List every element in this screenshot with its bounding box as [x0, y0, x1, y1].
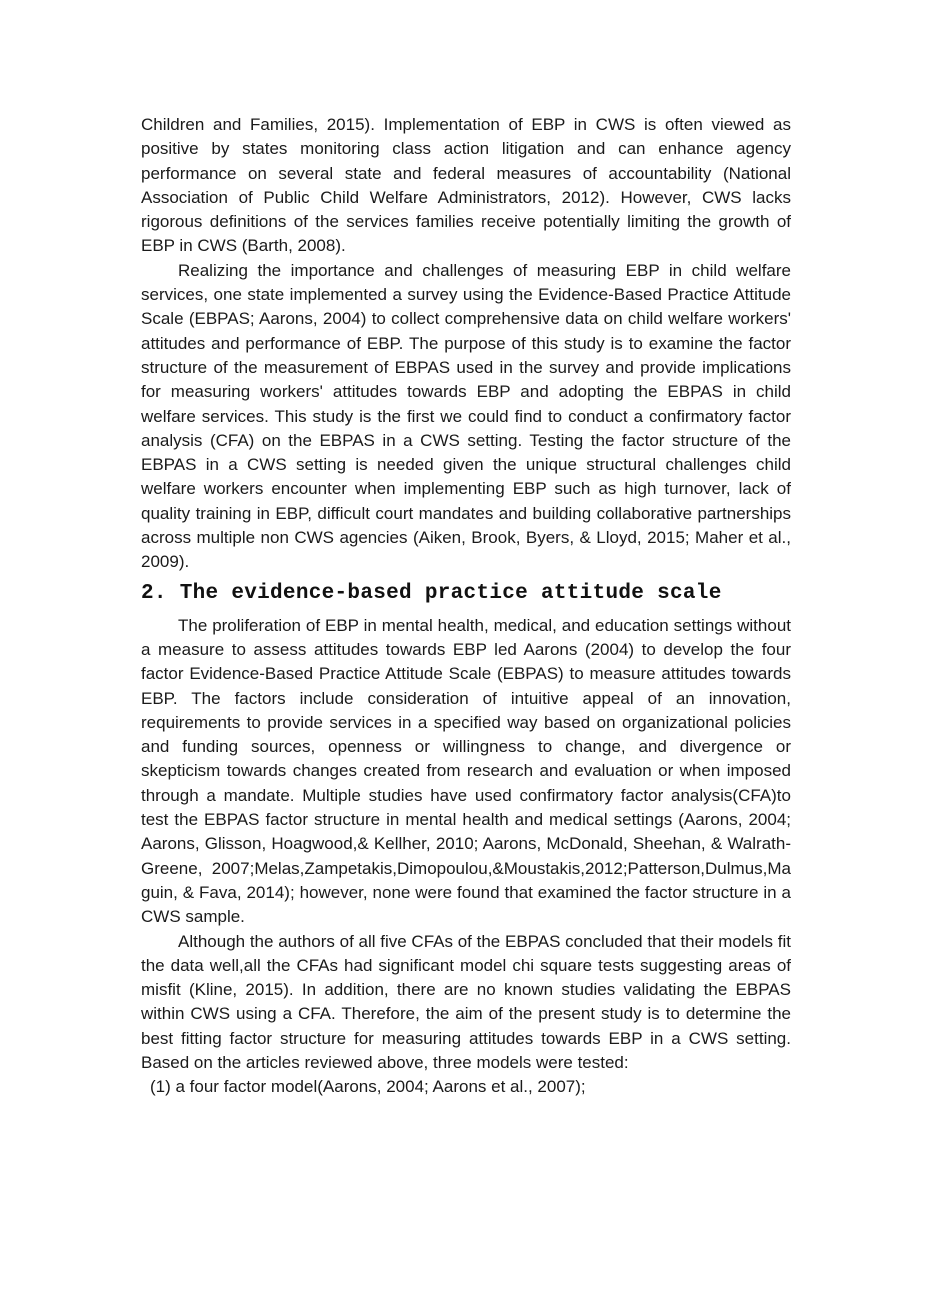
paragraph-study-aim: Although the authors of all five CFAs of the EBPAS concluded that their models fit the data well,all the CFAs had significant model chi square tests suggesting areas of misfit (Kline, 2015). In addition, there are no known studies validating the EBPAS within CWS using a CFA. Therefore, the aim of the present study is to determine the best fitting factor structure for measuring attitudes towards EBP in a CWS setting. Based on the articles reviewed above, three models were tested:: [141, 931, 791, 1072]
list-item: (1) a four factor model(Aarons, 2004; Aarons et al., 2007);: [150, 1077, 586, 1097]
paragraph-ebpas-background: The proliferation of EBP in mental health, medical, and education settings without a measure to assess attitudes towards EBP led Aarons (2004) to develop the four factor Evidence-Based Practice Attitude Scale (EBPAS) to measure attitudes towards EBP. The factors include consideration of intuitive appeal of an innovation, requirements to provide services in a specified way based on organizational policies and funding sources, openness or willingness to change, and divergence or skepticism towards changes created from research and evaluation or when imposed through a mandate. Multiple studies have used confirmatory factor analysis(CFA)to test the EBPAS factor structure in mental health and medical settings (Aarons, 2004; Aarons, Glisson, Hoagwood,& Kellher, 2010; Aarons, McDonald, Sheehan, & Walrath-Greene, 2007;Melas,Zampetakis,Dimopoulou,&Moustakis,2012;Patterson,Dulmus,Ma guin, & Fava, 2014); however, none were found that examined the factor structure in a CWS sample.: [141, 615, 791, 927]
document-page: [141, 113, 791, 1100]
paragraph-continuation: Children and Families, 2015). Implementation of EBP in CWS is often viewed as positive by states monitoring class action litigation and can enhance agency performance on several state and federal measures of accountability (National Association of Public Child Welfare Administrators, 2012). However, CWS lacks rigorous definitions of the services families receive potentially limiting the growth of EBP in CWS (Barth, 2008).: [141, 115, 791, 256]
paragraph-study-purpose: Realizing the importance and challenges of measuring EBP in child welfare services, one state implemented a survey using the Evidence-Based Practice Attitude Scale (EBPAS; Aarons, 2004) to collect comprehensive data on child welfare workers' attitudes and performance of EBP. The purpose of this study is to examine the factor structure of the measurement of EBPAS used in the survey and provide implications for measuring workers' attitudes towards EBP and adopting the EBPAS in child welfare services. This study is the first we could find to conduct a confirmatory factor analysis (CFA) on the EBPAS in a CWS setting. Testing the factor structure of the EBPAS in a CWS setting is needed given the unique structural challenges child welfare workers encounter when implementing EBP such as high turnover, lack of quality training in EBP, difficult court mandates and building collaborative partnerships across multiple non CWS agencies (Aiken, Brook, Byers, & Lloyd, 2015; Maher et al., 2009).: [141, 260, 791, 572]
section-heading: 2. The evidence-based practice attitude scale: [141, 581, 722, 605]
